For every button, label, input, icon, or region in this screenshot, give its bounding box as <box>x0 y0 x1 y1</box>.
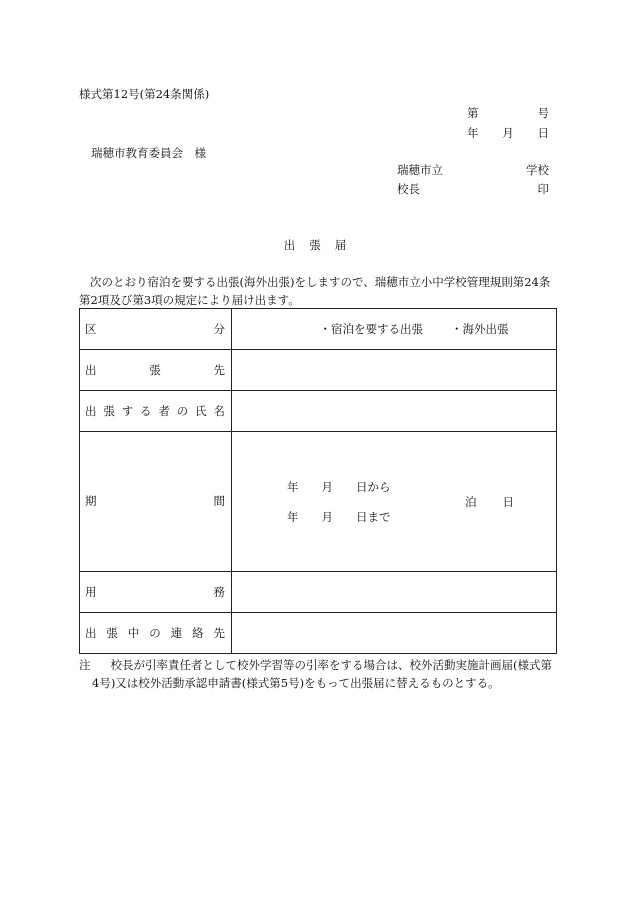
label-char: 張 <box>103 404 115 418</box>
label-char: 分 <box>213 322 225 336</box>
nights-label: 泊 <box>465 494 477 509</box>
classification-options[interactable] <box>232 309 557 350</box>
period-end-day: 日まで <box>356 509 391 524</box>
principal-field <box>397 181 549 197</box>
table-row <box>80 350 557 391</box>
footnote <box>79 656 559 692</box>
label-char: 連 <box>170 625 183 640</box>
period-end-year: 年 <box>287 509 299 524</box>
school-prefix: 瑞穂市立 <box>397 163 443 177</box>
label-char: 絡 <box>192 625 204 640</box>
label-period <box>80 432 232 572</box>
days-label: 日 <box>502 494 514 509</box>
document-title <box>0 237 630 253</box>
addressee: 瑞穂市教育委員会 様 <box>91 146 206 160</box>
label-contact <box>80 612 232 653</box>
label-char: 務 <box>213 584 225 599</box>
option-overnight-trip[interactable]: ・宿泊を要する出張 <box>319 322 423 336</box>
school-name-field <box>397 162 549 178</box>
title-char: 出 <box>283 238 296 252</box>
period-field[interactable] <box>232 432 557 572</box>
label-char: 間 <box>213 494 225 509</box>
period-start <box>287 479 391 495</box>
label-char: 出 <box>85 363 97 377</box>
purpose-field[interactable] <box>232 571 557 612</box>
period-start-year: 年 <box>287 479 299 494</box>
period-start-month: 月 <box>321 479 333 494</box>
title-char: 張 <box>309 238 321 252</box>
label-char: の <box>176 404 189 418</box>
traveler-name-field[interactable] <box>232 391 557 432</box>
label-char: 張 <box>106 625 118 640</box>
label-char: 名 <box>213 404 225 418</box>
label-char: 先 <box>213 363 225 377</box>
label-traveler-name <box>80 391 232 432</box>
period-end <box>287 509 391 525</box>
label-char: 者 <box>158 404 170 418</box>
contact-field[interactable] <box>232 612 557 653</box>
table-row <box>80 571 557 612</box>
label-char: 区 <box>85 322 97 336</box>
number-prefix: 第 <box>467 106 479 120</box>
number-suffix: 号 <box>537 106 549 120</box>
date-year: 年 <box>467 126 479 140</box>
nights-days <box>465 494 514 510</box>
note-text-line2: 4号)又は校外活動承認申請書(様式第5号)をもって出張届に替えるものとする。 <box>92 676 500 690</box>
table-row <box>80 612 557 653</box>
label-char: る <box>140 404 152 418</box>
label-char: 用 <box>85 584 97 599</box>
seal-label: 印 <box>537 182 549 196</box>
title-char: 届 <box>334 238 347 252</box>
label-char: 期 <box>85 494 97 509</box>
label-char: 中 <box>127 625 140 640</box>
table-row <box>80 391 557 432</box>
form-number: 様式第12号(第24条関係) <box>79 87 210 101</box>
period-start-day: 日から <box>356 479 391 494</box>
principal-label: 校長 <box>397 182 420 196</box>
document-date-field <box>467 125 549 141</box>
destination-field[interactable] <box>232 350 557 391</box>
note-label: 注 <box>79 658 91 672</box>
table-row <box>80 309 557 350</box>
label-char: 張 <box>149 363 161 377</box>
table-row <box>80 432 557 572</box>
date-day: 日 <box>537 126 549 140</box>
label-char: 氏 <box>195 404 207 418</box>
label-classification <box>80 309 232 350</box>
business-trip-form-table <box>79 308 557 654</box>
label-char: 出 <box>85 404 97 418</box>
period-end-month: 月 <box>321 509 333 524</box>
label-char: す <box>121 404 134 418</box>
label-char: 先 <box>213 625 225 640</box>
label-char: 出 <box>85 625 97 640</box>
intro-text: 次のとおり宿泊を要する出張(海外出張)をしますので、瑞穂市立小中学校管理規則第24条第2項及び第3項の規定により届け出ます。 <box>79 275 551 307</box>
note-text-line1: 校長が引率責任者として校外学習等の引率をする場合は、校外活動実施計画届(様式第 <box>110 658 552 672</box>
school-suffix: 学校 <box>526 163 549 177</box>
document-number-field <box>467 105 549 121</box>
label-destination <box>80 350 232 391</box>
date-month: 月 <box>502 126 514 140</box>
label-char: の <box>149 625 161 640</box>
label-purpose <box>80 571 232 612</box>
option-overseas-trip[interactable]: ・海外出張 <box>451 322 509 336</box>
